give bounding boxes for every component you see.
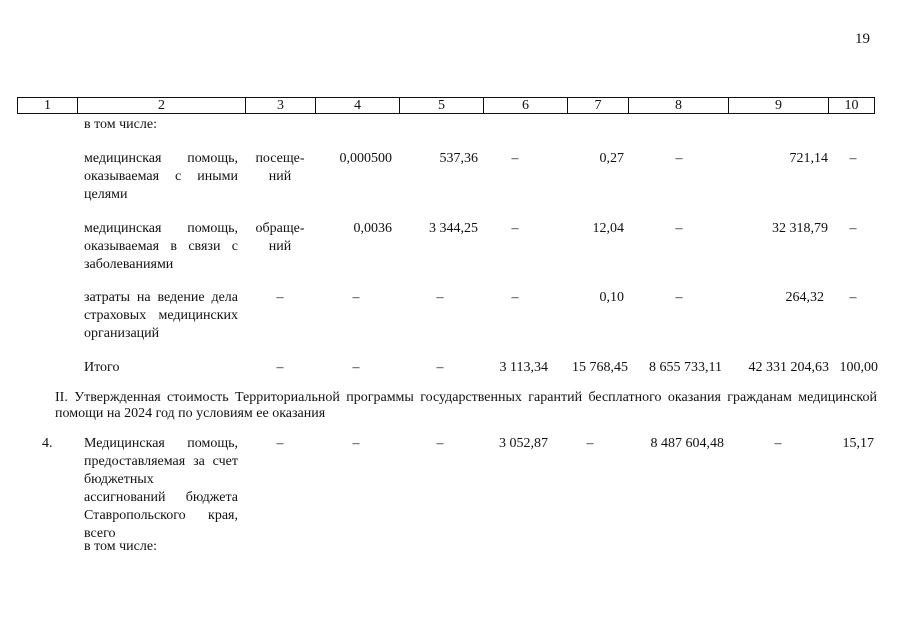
row-col10: –: [849, 151, 857, 166]
row-col3: –: [276, 290, 284, 305]
row-col4: –: [352, 436, 360, 451]
row-col9: –: [774, 436, 782, 451]
column-number-3: 3: [246, 98, 316, 113]
column-number-9: 9: [729, 98, 829, 113]
row-description: Медицинская помощь, предоставляемая за счет бюджетных ассигнований бюджета Ставропольского края, всего: [84, 436, 238, 541]
column-number-10: 10: [844, 98, 859, 113]
row-col3: –: [276, 436, 284, 451]
row-col4: 0,000500: [339, 151, 392, 166]
total-col9: 42 331 204,63: [748, 360, 829, 375]
row-col10: –: [849, 221, 857, 236]
row-col7: 0,10: [599, 290, 624, 305]
row-col10: 15,17: [842, 436, 874, 451]
total-col6: 3 113,34: [499, 360, 548, 375]
row-col6: 3 052,87: [499, 436, 548, 451]
row-description: медицинская помощь, оказываемая в связи с заболеваниями: [84, 221, 238, 272]
row-col7: 12,04: [592, 221, 624, 236]
column-number-7: 7: [568, 98, 629, 113]
total-col10: 100,00: [839, 360, 878, 375]
total-label: Итого: [84, 360, 120, 375]
row-col8: –: [675, 221, 683, 236]
row-col6: –: [511, 221, 519, 236]
row-col4: –: [352, 290, 360, 305]
row-col7: –: [586, 436, 594, 451]
row-description: затраты на ведение дела страховых медицинских организаций: [84, 290, 238, 341]
row-col5: 3 344,25: [429, 221, 478, 236]
column-number-4: 4: [316, 98, 400, 113]
including-label: в том числе:: [84, 117, 157, 132]
row-number: 4.: [42, 436, 53, 451]
including-label: в том числе:: [84, 539, 157, 554]
row-col5: 537,36: [439, 151, 478, 166]
row-unit: посеще-ний: [255, 151, 305, 184]
row-description: медицинская помощь, оказываемая с иными целями: [84, 151, 238, 202]
total-col8: 8 655 733,11: [649, 360, 722, 375]
row-col7: 0,27: [599, 151, 624, 166]
column-number-8: 8: [629, 98, 729, 113]
total-col4: –: [352, 360, 360, 375]
row-col8: –: [675, 151, 683, 166]
column-number-6: 6: [484, 98, 568, 113]
column-number-2: 2: [78, 98, 246, 113]
row-col5: –: [436, 436, 444, 451]
total-col5: –: [436, 360, 444, 375]
row-col9: 32 318,79: [772, 221, 828, 236]
total-col3: –: [276, 360, 284, 375]
row-col8: –: [675, 290, 683, 305]
page-number: 19: [855, 31, 870, 47]
column-number-1: 1: [18, 98, 78, 113]
row-col10: –: [849, 290, 857, 305]
section-heading: II. Утвержденная стоимость Территориальной программы государственных гарантий бесплатного оказания гражданам медицинской помощи на 2024 год по условиям ее оказания: [55, 390, 877, 421]
row-col4: 0,0036: [353, 221, 392, 236]
table-header-row: [17, 97, 875, 114]
row-col5: –: [436, 290, 444, 305]
row-col9: 264,32: [785, 290, 824, 305]
row-unit: обраще-ний: [255, 221, 305, 254]
column-number-5: 5: [400, 98, 484, 113]
row-col9: 721,14: [789, 151, 828, 166]
row-col6: –: [511, 290, 519, 305]
total-col7: 15 768,45: [572, 360, 628, 375]
row-col6: –: [511, 151, 519, 166]
row-col8: 8 487 604,48: [650, 436, 724, 451]
